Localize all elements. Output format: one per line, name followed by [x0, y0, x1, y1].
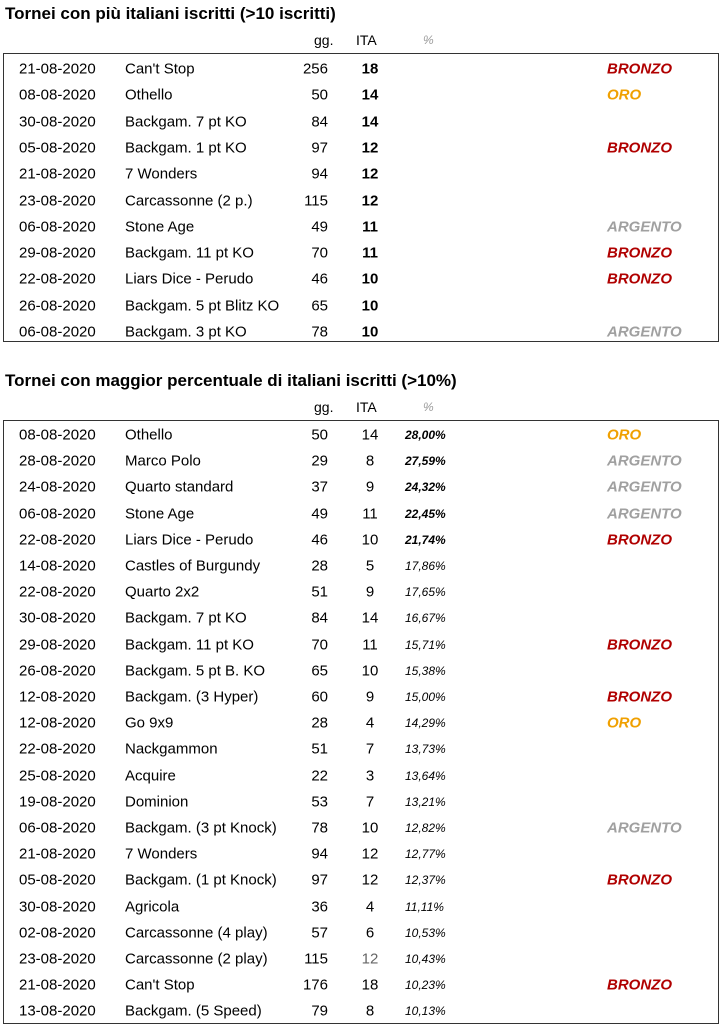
row-name: Carcassonne (2 play) — [125, 950, 268, 968]
row-medal: BRONZO — [607, 636, 672, 654]
row-gg: 50 — [311, 426, 328, 444]
row-ita: 11 — [362, 505, 378, 523]
row-ita: 14 — [361, 113, 379, 131]
row-name: Quarto standard — [125, 478, 234, 496]
row-gg: 51 — [311, 583, 328, 601]
row-gg: 46 — [311, 270, 328, 288]
row-pct: 16,67% — [405, 611, 446, 626]
row-name: Agricola — [125, 898, 180, 916]
row-date: 26-08-2020 — [19, 297, 96, 315]
row-medal: BRONZO — [607, 531, 672, 549]
row-name: Acquire — [125, 767, 176, 785]
table-row — [4, 293, 718, 319]
row-ita: 10 — [361, 297, 379, 315]
row-name: Backgam. 5 pt B. KO — [125, 662, 266, 680]
row-date: 25-08-2020 — [19, 767, 96, 785]
row-ita: 10 — [361, 270, 379, 288]
section1-table — [3, 53, 719, 342]
row-gg: 256 — [302, 60, 328, 78]
row-gg: 70 — [311, 636, 328, 654]
row-pct: 10,13% — [405, 1004, 446, 1019]
row-name: Stone Age — [125, 505, 195, 523]
row-ita: 18 — [361, 976, 379, 994]
row-gg: 51 — [311, 740, 328, 758]
section2-title: Tornei con maggior percentuale di italiani iscritti (>10%) — [5, 371, 457, 390]
row-gg: 84 — [311, 609, 328, 627]
table-row — [4, 736, 718, 762]
row-date: 02-08-2020 — [19, 924, 96, 942]
row-gg: 97 — [311, 871, 328, 889]
row-name: Liars Dice - Perudo — [125, 270, 254, 288]
row-gg: 46 — [311, 531, 328, 549]
row-pct: 10,53% — [405, 925, 446, 940]
row-pct: 28,00% — [405, 428, 446, 442]
table-row — [4, 82, 718, 108]
row-medal: ORO — [607, 426, 642, 444]
row-ita: 12 — [361, 871, 379, 889]
table-row — [4, 56, 718, 82]
row-name: Dominion — [125, 793, 189, 811]
row-name: Carcassonne (4 play) — [125, 924, 268, 942]
row-date: 14-08-2020 — [19, 557, 96, 575]
row-name: Go 9x9 — [125, 714, 174, 732]
row-date: 22-08-2020 — [19, 583, 96, 601]
row-date: 06-08-2020 — [19, 819, 96, 837]
row-date: 21-08-2020 — [19, 845, 96, 863]
table-row — [4, 658, 718, 684]
row-gg: 78 — [311, 323, 328, 341]
row-pct: 13,64% — [405, 768, 446, 783]
row-name: Castles of Burgundy — [125, 557, 261, 575]
table-row — [4, 998, 718, 1024]
row-ita: 18 — [361, 60, 379, 78]
row-ita: 4 — [365, 898, 375, 916]
row-gg: 70 — [311, 244, 328, 262]
row-gg: 53 — [311, 793, 328, 811]
table-row — [4, 710, 718, 736]
row-date: 06-08-2020 — [19, 218, 96, 236]
table-row — [4, 867, 718, 893]
row-name: Marco Polo — [125, 452, 201, 470]
row-name: Othello — [125, 86, 173, 104]
table-row — [4, 319, 718, 345]
row-name: Backgam. 11 pt KO — [125, 636, 254, 654]
row-pct: 12,37% — [405, 873, 446, 888]
row-gg: 37 — [311, 478, 328, 496]
row-medal: BRONZO — [607, 270, 672, 288]
row-pct: 17,86% — [405, 559, 446, 573]
table-row — [4, 240, 718, 266]
table-row — [4, 579, 718, 605]
row-medal: ARGENTO — [607, 452, 682, 470]
row-date: 26-08-2020 — [19, 662, 96, 680]
table-row — [4, 815, 718, 841]
section2-header-pct: % — [423, 400, 434, 414]
row-date: 13-08-2020 — [19, 1002, 96, 1020]
row-name: Backgam. (1 pt Knock) — [125, 871, 277, 889]
row-name: 7 Wonders — [125, 845, 198, 863]
section2-header-ita: ITA — [356, 399, 377, 415]
row-medal: BRONZO — [607, 871, 672, 889]
row-gg: 115 — [304, 950, 328, 968]
row-name: Can't Stop — [125, 976, 195, 994]
row-ita: 14 — [361, 426, 379, 444]
row-pct: 12,82% — [405, 821, 446, 835]
row-date: 23-08-2020 — [19, 950, 96, 968]
table-row — [4, 214, 718, 240]
row-ita: 11 — [362, 244, 378, 262]
section2-table — [3, 420, 719, 1024]
section1-title: Tornei con più italiani iscritti (>10 iscritti) — [5, 4, 336, 23]
table-row — [4, 161, 718, 187]
row-ita: 14 — [361, 609, 379, 627]
row-date: 30-08-2020 — [19, 609, 96, 627]
row-date: 21-08-2020 — [19, 165, 96, 183]
table-row — [4, 474, 718, 500]
row-name: Backgam. (3 Hyper) — [125, 688, 259, 706]
row-name: Backgam. 7 pt KO — [125, 113, 247, 131]
row-ita: 12 — [361, 950, 379, 968]
row-date: 24-08-2020 — [19, 478, 96, 496]
table-row — [4, 894, 718, 920]
row-medal: ARGENTO — [607, 323, 682, 341]
row-ita: 4 — [365, 714, 375, 732]
row-date: 30-08-2020 — [19, 113, 96, 131]
row-name: Nackgammon — [125, 740, 218, 758]
row-date: 22-08-2020 — [19, 270, 96, 288]
row-name: Liars Dice - Perudo — [125, 531, 254, 549]
row-date: 22-08-2020 — [19, 740, 96, 758]
row-medal: BRONZO — [607, 976, 672, 994]
table-row — [4, 632, 718, 658]
row-medal: ARGENTO — [607, 478, 682, 496]
row-date: 08-08-2020 — [19, 426, 96, 444]
row-date: 05-08-2020 — [19, 871, 96, 889]
row-gg: 22 — [311, 767, 328, 785]
row-pct: 17,65% — [405, 585, 446, 600]
row-date: 12-08-2020 — [19, 714, 96, 732]
row-medal: ORO — [607, 86, 642, 104]
table-row — [4, 841, 718, 867]
row-medal: BRONZO — [607, 60, 672, 78]
row-name: Backgam. 7 pt KO — [125, 609, 247, 627]
row-ita: 5 — [365, 557, 375, 575]
row-pct: 27,59% — [405, 454, 446, 469]
row-date: 22-08-2020 — [19, 531, 96, 549]
section1-header-ita: ITA — [356, 32, 377, 48]
row-name: Backgam. (5 Speed) — [125, 1002, 262, 1020]
row-medal: ARGENTO — [607, 505, 682, 523]
table-row — [4, 789, 718, 815]
row-gg: 94 — [311, 845, 328, 863]
row-ita: 12 — [361, 165, 379, 183]
row-pct: 12,77% — [405, 847, 446, 862]
row-gg: 49 — [311, 218, 328, 236]
row-ita: 9 — [365, 478, 375, 496]
table-row — [4, 135, 718, 161]
row-ita: 7 — [365, 740, 375, 758]
row-ita: 12 — [361, 845, 379, 863]
row-gg: 79 — [311, 1002, 328, 1020]
row-gg: 97 — [311, 139, 328, 157]
row-date: 06-08-2020 — [19, 505, 96, 523]
table-row — [4, 553, 718, 579]
row-gg: 60 — [311, 688, 328, 706]
row-name: Quarto 2x2 — [125, 583, 200, 601]
row-ita: 10 — [361, 819, 379, 837]
table-row — [4, 188, 718, 214]
row-gg: 65 — [311, 297, 328, 315]
row-medal: ORO — [607, 714, 642, 732]
row-date: 21-08-2020 — [19, 976, 96, 994]
row-ita: 6 — [365, 924, 375, 942]
table-row — [4, 527, 718, 553]
row-medal: ARGENTO — [607, 218, 682, 236]
row-pct: 22,45% — [405, 506, 446, 521]
row-gg: 65 — [311, 662, 328, 680]
section1-header-pct: % — [423, 33, 434, 47]
row-pct: 10,43% — [405, 952, 446, 966]
table-row — [4, 448, 718, 474]
row-name: Carcassonne (2 p.) — [125, 192, 253, 209]
row-pct: 13,73% — [405, 742, 446, 757]
row-date: 05-08-2020 — [19, 139, 96, 157]
table-row — [4, 605, 718, 631]
row-ita: 11 — [362, 218, 378, 236]
row-gg: 57 — [311, 924, 328, 942]
table-row — [4, 109, 718, 135]
row-pct: 14,29% — [405, 716, 446, 731]
row-medal: BRONZO — [607, 244, 672, 262]
row-name: Othello — [125, 426, 173, 444]
table-row — [4, 684, 718, 710]
section1-header-gg: gg. — [314, 32, 334, 48]
row-date: 30-08-2020 — [19, 898, 96, 916]
row-date: 19-08-2020 — [19, 793, 96, 811]
row-ita: 9 — [365, 688, 375, 706]
row-pct: 11,11% — [405, 899, 444, 914]
table-row — [4, 266, 718, 292]
row-gg: 78 — [311, 819, 328, 837]
table-row — [4, 972, 718, 998]
row-name: Backgam. (3 pt Knock) — [125, 819, 277, 837]
row-pct: 21,74% — [405, 532, 446, 547]
table-row — [4, 422, 718, 448]
row-pct: 24,32% — [405, 480, 446, 495]
row-name: Backgam. 1 pt KO — [125, 139, 247, 157]
row-pct: 15,38% — [405, 663, 446, 678]
table-row — [4, 763, 718, 789]
row-ita: 12 — [361, 139, 379, 157]
row-gg: 28 — [311, 557, 328, 575]
row-ita: 14 — [361, 86, 379, 104]
table-row — [4, 920, 718, 946]
row-date: 29-08-2020 — [19, 636, 96, 654]
row-gg: 29 — [311, 452, 328, 470]
row-medal: BRONZO — [607, 688, 672, 706]
row-date: 28-08-2020 — [19, 452, 96, 470]
section2-header-gg: gg. — [314, 399, 334, 415]
row-date: 21-08-2020 — [19, 60, 96, 78]
row-name: Backgam. 3 pt KO — [125, 323, 247, 341]
row-gg: 36 — [311, 898, 328, 916]
row-ita: 11 — [362, 636, 378, 654]
row-ita: 10 — [361, 662, 379, 680]
row-name: Stone Age — [125, 218, 195, 236]
row-medal: BRONZO — [607, 139, 672, 157]
row-ita: 10 — [361, 531, 379, 549]
row-ita: 8 — [365, 452, 375, 470]
row-gg: 115 — [304, 192, 328, 209]
row-name: 7 Wonders — [125, 165, 198, 183]
row-name: Backgam. 5 pt Blitz KO — [125, 297, 280, 315]
row-name: Can't Stop — [125, 60, 195, 78]
row-ita: 9 — [365, 583, 375, 601]
row-ita: 10 — [361, 323, 379, 341]
row-ita: 8 — [365, 1002, 375, 1020]
row-pct: 15,71% — [405, 637, 446, 652]
row-pct: 15,00% — [405, 690, 446, 704]
row-gg: 28 — [311, 714, 328, 732]
row-gg: 84 — [311, 113, 328, 131]
row-medal: ARGENTO — [607, 819, 682, 837]
row-date: 12-08-2020 — [19, 688, 96, 706]
table-row — [4, 946, 718, 972]
row-pct: 13,21% — [405, 794, 446, 809]
row-ita: 7 — [365, 793, 375, 811]
row-ita: 12 — [361, 192, 379, 209]
row-gg: 49 — [311, 505, 328, 523]
row-date: 29-08-2020 — [19, 244, 96, 262]
row-date: 08-08-2020 — [19, 86, 96, 104]
row-ita: 3 — [365, 767, 375, 785]
row-gg: 50 — [311, 86, 328, 104]
table-row — [4, 501, 718, 527]
row-pct: 10,23% — [405, 978, 446, 993]
row-gg: 94 — [311, 165, 328, 183]
row-name: Backgam. 11 pt KO — [125, 244, 254, 262]
row-date: 06-08-2020 — [19, 323, 96, 341]
row-date: 23-08-2020 — [19, 192, 96, 209]
row-gg: 176 — [302, 976, 328, 994]
